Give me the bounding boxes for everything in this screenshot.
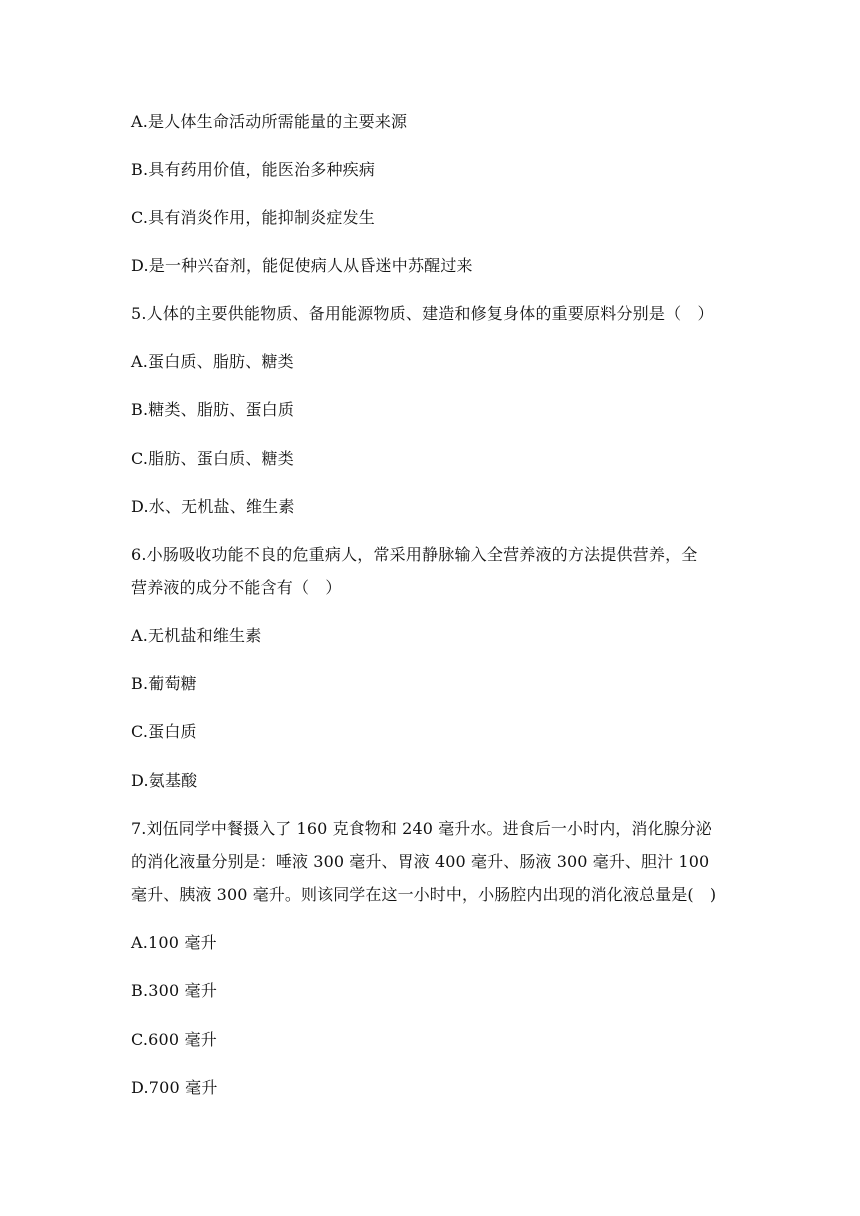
q6-stem-line-2: 营养液的成分不能含有（ ） — [131, 578, 342, 597]
q5-stem: 5.人体的主要供能物质、备用能源物质、建造和修复身体的重要原料分别是（ ） — [131, 304, 714, 323]
q4-option-c: C.具有消炎作用，能抑制炎症发生 — [131, 208, 375, 227]
q7-option-c: C.600 毫升 — [131, 1030, 217, 1049]
q7-stem-line-1: 7.刘伍同学中餐摄入了 160 克食物和 240 毫升水。进食后一小时内，消化腺分泌 — [131, 819, 712, 838]
q6-option-b: B.葡萄糖 — [131, 674, 197, 693]
q6-option-d: D.氨基酸 — [131, 771, 198, 790]
q7-option-d: D.700 毫升 — [131, 1078, 218, 1097]
q7-option-a: A.100 毫升 — [131, 933, 217, 952]
q7-stem-line-3: 毫升、胰液 300 毫升。则该同学在这一小时中，小肠腔内出现的消化液总量是( ) — [131, 885, 717, 904]
q4-option-a: A.是人体生命活动所需能量的主要来源 — [131, 112, 408, 131]
q5-option-c: C.脂肪、蛋白质、糖类 — [131, 449, 294, 468]
q6-stem-line-1: 6.小肠吸收功能不良的危重病人，常采用静脉输入全营养液的方法提供营养，全 — [131, 545, 698, 564]
q6-option-a: A.无机盐和维生素 — [131, 626, 262, 645]
q6-option-c: C.蛋白质 — [131, 722, 197, 741]
q5-option-d: D.水、无机盐、维生素 — [131, 497, 295, 516]
q4-option-d: D.是一种兴奋剂，能促使病人从昏迷中苏醒过来 — [131, 256, 473, 275]
q4-option-b: B.具有药用价值，能医治多种疾病 — [131, 160, 376, 179]
q7-option-b: B.300 毫升 — [131, 981, 218, 1000]
q5-option-b: B.糖类、脂肪、蛋白质 — [131, 400, 295, 419]
q7-stem-line-2: 的消化液量分别是：唾液 300 毫升、胃液 400 毫升、肠液 300 毫升、胆汁 100 — [131, 852, 710, 871]
q5-option-a: A.蛋白质、脂肪、糖类 — [131, 352, 294, 371]
